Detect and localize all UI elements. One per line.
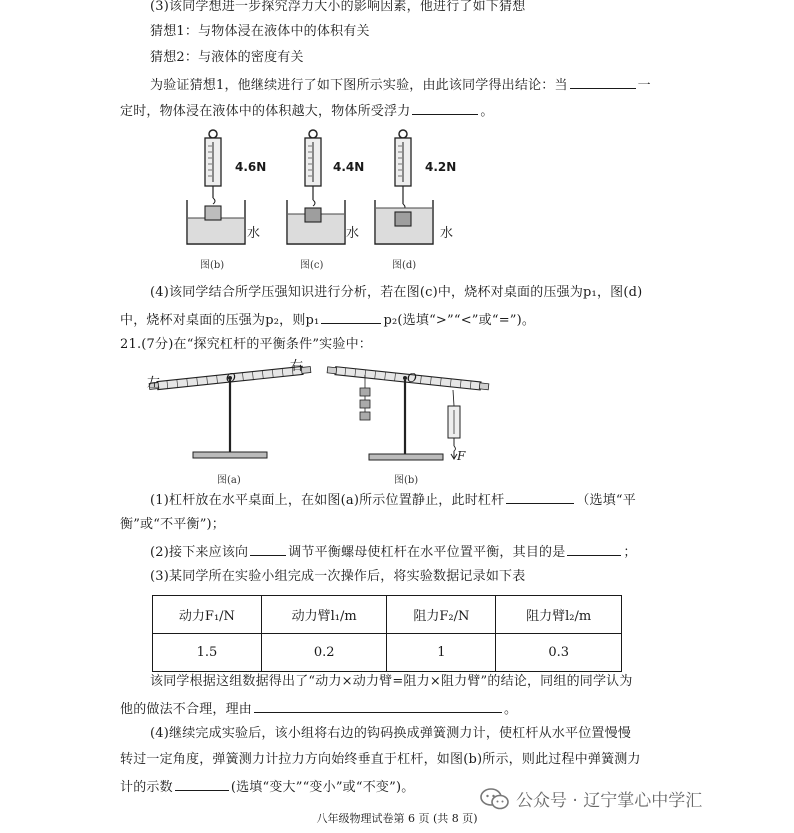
table-header: 动力F₁/N xyxy=(153,596,262,634)
force-label: F xyxy=(457,449,466,463)
answer-blank-8[interactable] xyxy=(175,776,229,791)
data-table xyxy=(152,595,622,672)
reading-b: 4.6N xyxy=(235,160,267,174)
answer-blank-1[interactable] xyxy=(570,74,636,89)
fig-label-c: 图(c) xyxy=(300,260,324,271)
answer-blank-4[interactable] xyxy=(506,489,574,504)
table-cell: 1.5 xyxy=(153,634,262,672)
table-header-row xyxy=(153,596,622,634)
wechat-icon xyxy=(480,788,510,810)
watermark-text: 公众号 · 辽宁掌心中学汇 xyxy=(516,791,703,811)
fig-label-d: 图(d) xyxy=(392,260,417,271)
reading-c: 4.4N xyxy=(333,160,365,174)
q21-part3: (3)某同学所在实验小组完成一次操作后，将实验数据记录如下表 xyxy=(150,569,526,584)
q20-part3: (3)该同学想进一步探究浮力大小的影响因素，他进行了如下猜想 xyxy=(150,0,526,14)
conclusion-line2: 他的做法不合理，理由 。 xyxy=(120,698,517,720)
reading-d: 4.2N xyxy=(425,160,457,174)
q21-part1-line1: (1)杠杆放在水平桌面上，在如图(a)所示位置静止，此时杠杆 （选填“平 xyxy=(150,489,636,511)
lever-right-label: 右 xyxy=(290,359,304,374)
fig-label-b: 图(b) xyxy=(200,260,225,271)
q21-part1-line2: 衡”或“不平衡”)； xyxy=(120,517,226,532)
q21-part4-line2: 转过一定角度，弹簧测力计拉力方向始终垂直于杠杆，如图(b)所示，则此过程中弹簧测力 xyxy=(120,752,641,767)
lever-left-label: 左 xyxy=(147,376,161,391)
water-label-b: 水 xyxy=(247,226,261,241)
conclusion-line1: 该同学根据这组数据得出了“动力×动力臂=阻力×阻力臂”的结论，同组的同学认为 xyxy=(150,674,633,689)
fig-label-lever-b: 图(b) xyxy=(394,475,419,486)
pivot-label-a: O xyxy=(226,371,237,385)
q21-part4-line3: 计的示数 (选填“变大”“变小”或“不变”)。 xyxy=(120,776,414,798)
q20-part4-line1: (4)该同学结合所学压强知识进行分析，若在图(c)中，烧杯对桌面的压强为p₁，图(d) xyxy=(150,285,643,300)
q21-title: 21.(7分)在“探究杠杆的平衡条件”实验中： xyxy=(120,337,372,352)
page-footer: 八年级物理试卷第 6 页 (共 8 页) xyxy=(316,812,478,825)
answer-blank-6[interactable] xyxy=(567,541,621,556)
table-cell: 1 xyxy=(387,634,496,672)
table-cell: 0.3 xyxy=(496,634,622,672)
guess-1: 猜想1：与物体浸在液体中的体积有关 xyxy=(150,24,370,39)
water-label-c: 水 xyxy=(346,226,360,241)
water-label-d: 水 xyxy=(440,226,454,241)
verify-line-2: 定时，物体浸在液体中的体积越大，物体所受浮力 。 xyxy=(120,100,494,122)
table-cell: 0.2 xyxy=(261,634,387,672)
watermark xyxy=(480,786,702,811)
answer-blank-5[interactable] xyxy=(250,541,286,556)
table-header: 阻力F₂/N xyxy=(387,596,496,634)
table-row xyxy=(153,634,622,672)
q21-part4-line1: (4)继续完成实验后，该小组将右边的钩码换成弹簧测力计，使杠杆从水平位置慢慢 xyxy=(150,726,632,741)
q21-part2: (2)接下来应该向 调节平衡螺母使杠杆在水平位置平衡，其目的是 ； xyxy=(150,541,637,563)
guess-2: 猜想2：与液体的密度有关 xyxy=(150,50,304,65)
table-header: 阻力臂l₂/m xyxy=(496,596,622,634)
answer-blank-2[interactable] xyxy=(412,100,478,115)
pivot-label-b: O xyxy=(407,371,418,385)
verify-line-1: 为验证猜想1，他继续进行了如下图所示实验，由此该同学得出结论：当 一 xyxy=(150,74,651,96)
table-header: 动力臂l₁/m xyxy=(261,596,387,634)
answer-blank-3[interactable] xyxy=(321,309,381,324)
fig-label-lever-a: 图(a) xyxy=(217,475,241,486)
q20-part4-line2: 中，烧杯对桌面的压强为p₂，则p₁ p₂(选填“>”“<”或“=”)。 xyxy=(120,309,535,331)
answer-blank-7[interactable] xyxy=(254,698,502,713)
